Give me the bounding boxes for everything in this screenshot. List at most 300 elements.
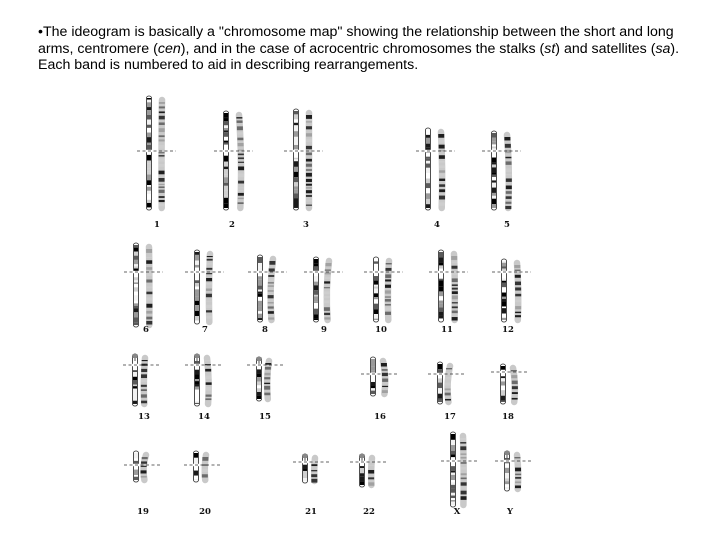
g-band	[147, 171, 151, 174]
g-band	[502, 306, 506, 308]
g-band	[294, 159, 298, 161]
caption-segment: The ideogram is basically a "chromosome map" showing the relationship between the short and long arms, centromere (	[38, 24, 674, 57]
photo-band	[439, 170, 445, 172]
g-band	[133, 389, 137, 391]
g-band	[133, 401, 137, 404]
chromosome-pair	[492, 259, 531, 335]
g-band	[502, 281, 506, 283]
g-band	[374, 264, 378, 268]
g-band	[147, 128, 151, 133]
caption-segment: ), and in the case of acrocentric chromosomes the stalks (	[180, 40, 545, 57]
g-band	[502, 293, 506, 297]
chromosome-number: 11	[441, 325, 453, 335]
photo-band	[505, 202, 511, 204]
g-band	[258, 276, 262, 279]
g-band	[134, 260, 138, 264]
g-band	[134, 453, 138, 458]
g-band	[147, 133, 151, 138]
photo-band	[385, 312, 391, 315]
photo-band	[446, 368, 452, 369]
photo-band	[238, 162, 244, 163]
photo-band	[451, 266, 457, 269]
g-band	[224, 119, 228, 121]
g-band	[258, 311, 262, 313]
g-band	[195, 381, 199, 384]
photo-band	[268, 290, 274, 292]
photo-band	[461, 482, 467, 485]
g-band	[195, 297, 199, 301]
g-band	[258, 297, 262, 301]
g-band	[492, 156, 496, 158]
g-band	[492, 204, 496, 208]
photo-band	[264, 383, 270, 384]
g-band	[451, 466, 455, 471]
g-band	[147, 194, 151, 200]
g-band	[360, 466, 364, 468]
chromosome-number: 15	[259, 412, 271, 422]
g-band	[195, 398, 199, 402]
photo-band	[146, 321, 152, 325]
photo-band	[159, 155, 165, 156]
photo-band	[268, 295, 274, 298]
g-band	[426, 188, 430, 193]
g-band	[438, 388, 442, 394]
g-band	[439, 265, 443, 268]
photo-band	[141, 380, 147, 383]
photo-band	[439, 179, 445, 181]
g-band	[426, 179, 430, 184]
photo-band	[238, 190, 244, 191]
g-band	[426, 204, 430, 208]
g-band	[134, 284, 138, 287]
g-band	[502, 302, 506, 306]
g-band	[147, 120, 151, 125]
photo-band	[438, 140, 444, 143]
g-band	[134, 245, 138, 248]
photo-band	[159, 102, 165, 104]
photo-band	[515, 477, 521, 479]
photo-band	[385, 279, 391, 281]
photo-band	[237, 138, 243, 141]
g-band	[147, 191, 151, 194]
g-band	[294, 145, 298, 149]
g-band	[451, 455, 455, 458]
g-band	[492, 175, 496, 177]
photo-band	[385, 268, 391, 271]
photo-band	[324, 317, 330, 319]
photo-band	[146, 292, 152, 295]
chromosome-number: 9	[321, 325, 327, 335]
g-band	[426, 199, 430, 204]
photo-band	[141, 390, 147, 391]
photo-band	[159, 178, 165, 182]
photo-band	[445, 372, 451, 373]
chromosome-number: 8	[262, 325, 268, 335]
photo-band	[306, 200, 312, 202]
photo-band	[141, 374, 147, 378]
g-band	[451, 473, 455, 475]
caption-italic-term: cen	[157, 40, 181, 57]
g-band	[257, 369, 261, 373]
g-band	[294, 119, 298, 122]
g-band	[502, 314, 506, 318]
g-band	[224, 195, 228, 197]
g-band	[294, 139, 298, 143]
g-band	[147, 207, 151, 208]
g-band	[133, 391, 137, 395]
photo-band	[306, 179, 312, 182]
photo-band	[324, 281, 330, 283]
g-band	[257, 392, 261, 395]
g-band	[314, 301, 318, 303]
photo-band	[385, 274, 391, 278]
photo-band	[159, 184, 165, 185]
photo-band	[324, 287, 330, 288]
g-band	[195, 311, 199, 316]
chromosome-photo	[271, 259, 273, 320]
g-band	[133, 372, 137, 375]
photo-band	[445, 388, 451, 390]
chromosome-number: 19	[137, 507, 149, 517]
photo-band	[238, 173, 244, 177]
g-band	[501, 376, 505, 378]
g-band	[133, 385, 137, 387]
photo-band	[159, 187, 165, 188]
bullet: •	[38, 24, 43, 40]
g-band	[224, 137, 228, 141]
g-band	[501, 396, 505, 401]
photo-band	[236, 117, 242, 119]
g-band	[451, 500, 455, 502]
photo-band	[439, 202, 445, 205]
g-band	[439, 269, 443, 271]
g-band	[314, 314, 318, 318]
photo-band	[515, 287, 521, 290]
g-band	[134, 470, 138, 475]
photo-band	[142, 360, 148, 361]
photo-band	[306, 159, 312, 162]
g-band	[258, 286, 262, 290]
photo-band	[141, 470, 147, 473]
g-band	[147, 160, 151, 163]
g-band	[224, 177, 228, 182]
chromosome-number: 2	[229, 220, 235, 230]
photo-band	[324, 300, 330, 303]
photo-band	[324, 296, 330, 298]
photo-band	[515, 294, 521, 297]
g-band	[502, 282, 506, 287]
g-band	[303, 471, 307, 475]
photo-band	[237, 132, 243, 134]
g-band	[374, 292, 378, 294]
g-band	[451, 471, 455, 473]
photo-band	[439, 161, 445, 163]
chromosome-number: Y	[506, 507, 514, 517]
photo-band	[146, 279, 152, 282]
photo-band	[439, 165, 445, 168]
photo-band	[306, 187, 312, 188]
g-band	[133, 380, 137, 384]
g-band	[294, 131, 298, 137]
photo-band	[141, 369, 147, 372]
photo-band	[324, 313, 330, 315]
g-band	[195, 370, 199, 375]
photo-band	[311, 479, 317, 483]
photo-band	[382, 373, 388, 376]
photo-band	[324, 277, 330, 279]
g-band	[195, 321, 199, 322]
g-band	[258, 292, 262, 294]
photo-band	[515, 468, 521, 472]
g-band	[294, 111, 298, 114]
photo-band	[515, 481, 521, 483]
g-band	[360, 482, 364, 485]
g-band	[133, 395, 137, 401]
photo-band	[385, 307, 391, 310]
g-band	[502, 297, 506, 299]
photo-band	[268, 302, 274, 304]
photo-band	[515, 300, 521, 303]
g-band	[147, 110, 151, 115]
g-band	[439, 296, 443, 300]
g-band	[147, 155, 151, 161]
chromosome-pair	[185, 354, 221, 422]
photo-band	[445, 393, 451, 396]
photo-band	[268, 311, 274, 314]
photo-band	[202, 474, 208, 477]
photo-band	[269, 268, 275, 271]
photo-band	[268, 317, 274, 319]
g-band	[258, 306, 262, 311]
g-band	[224, 186, 228, 191]
g-band	[195, 252, 199, 255]
photo-band	[306, 184, 312, 186]
g-band	[314, 296, 318, 301]
g-band	[195, 287, 199, 290]
photo-band	[206, 278, 212, 281]
g-band	[439, 301, 443, 304]
photo-band	[202, 457, 208, 461]
g-band	[505, 484, 509, 487]
g-band	[374, 297, 378, 299]
g-band	[492, 164, 496, 167]
photo-band	[452, 317, 458, 320]
photo-band	[159, 111, 165, 113]
photo-band	[206, 305, 212, 308]
caption-segment: ) and satellites (	[555, 40, 656, 57]
g-band	[134, 458, 138, 460]
g-band	[374, 314, 378, 319]
photo-band	[515, 282, 521, 286]
g-band	[224, 121, 228, 125]
photo-band	[311, 474, 317, 477]
g-band	[134, 264, 138, 266]
photo-band	[382, 386, 388, 387]
g-band	[501, 381, 505, 385]
g-band	[257, 395, 261, 399]
g-band	[224, 169, 228, 174]
g-band	[360, 468, 364, 473]
g-band	[439, 276, 443, 278]
g-band	[294, 158, 298, 160]
g-band	[134, 280, 138, 282]
g-band	[371, 391, 375, 394]
g-band	[257, 388, 261, 392]
g-band	[314, 259, 318, 264]
chromosome-pair	[441, 432, 477, 517]
chromosome-pair	[284, 109, 323, 230]
chromosome-pair	[137, 96, 176, 230]
g-band	[438, 364, 442, 369]
photo-band	[306, 121, 312, 122]
g-band	[134, 301, 138, 304]
photo-band	[515, 270, 521, 271]
g-band	[147, 175, 151, 181]
g-band	[505, 473, 509, 478]
photo-band	[452, 302, 458, 303]
photo-band	[452, 311, 458, 314]
g-band	[439, 286, 443, 291]
photo-band	[385, 304, 391, 305]
g-band	[147, 169, 151, 171]
g-band	[224, 132, 228, 137]
g-band	[451, 485, 455, 488]
chromosome-pair	[416, 128, 455, 230]
g-band	[257, 377, 261, 381]
photo-band	[511, 375, 517, 378]
photo-band	[306, 126, 312, 129]
photo-band	[141, 476, 147, 478]
g-band	[294, 198, 298, 202]
photo-band	[461, 491, 467, 495]
g-band	[492, 133, 496, 138]
chromosome-pair	[482, 131, 521, 230]
photo-band	[159, 152, 165, 153]
g-band	[492, 173, 496, 175]
photo-band	[311, 464, 317, 466]
g-band	[195, 316, 199, 320]
g-band	[502, 318, 506, 320]
photo-band	[506, 186, 512, 190]
g-band	[502, 278, 506, 280]
g-band	[303, 475, 307, 479]
photo-band	[306, 173, 312, 177]
photo-band	[237, 120, 243, 122]
photo-band	[306, 139, 312, 142]
g-band	[374, 309, 378, 314]
photo-band	[368, 465, 374, 466]
g-band	[147, 185, 151, 187]
photo-band	[306, 195, 312, 197]
photo-band	[159, 204, 165, 206]
satellite	[257, 357, 262, 361]
g-band	[147, 180, 151, 185]
g-band	[314, 264, 318, 267]
g-band	[314, 309, 318, 315]
g-band	[451, 445, 455, 451]
g-band	[294, 125, 298, 131]
photo-band	[505, 157, 511, 158]
photo-band	[514, 265, 520, 268]
g-band	[439, 315, 443, 318]
g-band	[374, 276, 378, 281]
g-band	[492, 199, 496, 204]
photo-band	[238, 166, 244, 170]
g-band	[294, 202, 298, 207]
photo-band	[141, 394, 147, 397]
photo-band	[159, 196, 165, 198]
g-band	[451, 502, 455, 505]
chromosome-photo	[513, 368, 515, 402]
g-band	[147, 115, 151, 120]
photo-band	[146, 286, 152, 288]
chromosome-photo	[517, 455, 518, 489]
photo-band	[311, 470, 317, 471]
satellite	[133, 354, 138, 358]
g-band	[224, 204, 228, 208]
chromosome-number: 14	[198, 412, 210, 422]
photo-band	[141, 385, 147, 387]
g-band	[195, 305, 199, 311]
g-band	[195, 261, 199, 265]
g-band	[492, 146, 496, 148]
photo-band	[306, 190, 312, 193]
photo-band	[452, 291, 458, 294]
g-band	[224, 130, 228, 132]
g-band	[133, 377, 137, 381]
g-band	[439, 262, 443, 265]
g-band	[451, 496, 455, 499]
chromosome-pair	[123, 354, 159, 422]
g-band	[303, 478, 307, 481]
g-band	[195, 379, 199, 381]
g-band	[147, 187, 151, 191]
g-band	[314, 290, 318, 295]
g-band	[426, 135, 430, 138]
photo-band	[206, 382, 212, 385]
g-band	[294, 114, 298, 119]
g-band	[224, 175, 228, 178]
photo-band	[445, 383, 451, 386]
g-band	[371, 371, 375, 373]
photo-band	[515, 315, 521, 317]
g-band	[294, 167, 298, 172]
photo-band	[306, 164, 312, 167]
g-band	[438, 400, 442, 402]
g-band	[294, 155, 298, 158]
g-band	[371, 382, 375, 385]
g-band	[147, 145, 151, 151]
g-band	[451, 457, 455, 459]
photo-band	[368, 482, 374, 485]
g-band	[451, 488, 455, 493]
g-band	[492, 167, 496, 173]
g-band	[426, 193, 430, 199]
chromosome-pair	[491, 364, 527, 422]
photo-band	[205, 398, 211, 400]
photo-band	[146, 260, 152, 264]
g-band	[426, 183, 430, 188]
photo-band	[207, 259, 213, 261]
g-band	[492, 177, 496, 180]
g-band	[502, 261, 506, 263]
photo-band	[268, 306, 274, 308]
g-band	[374, 319, 378, 320]
g-band	[505, 478, 509, 481]
chromosome-pair	[248, 255, 287, 335]
g-band	[224, 145, 228, 151]
chromosome-pair	[429, 250, 468, 335]
